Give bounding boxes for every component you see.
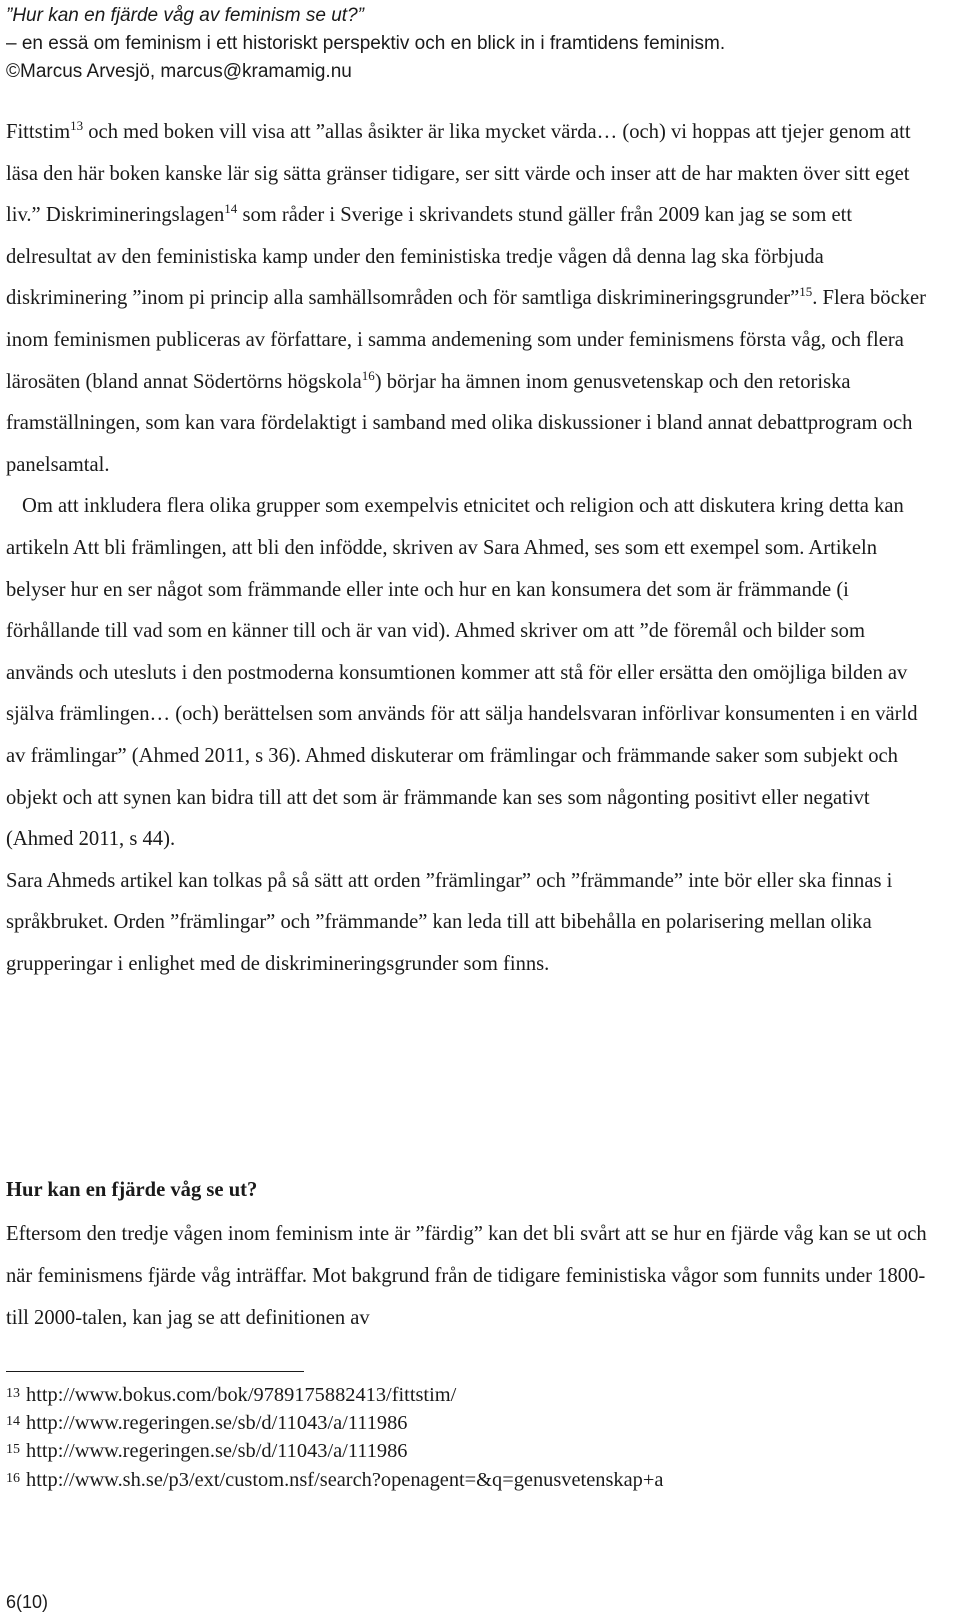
p1-text-1: Fittstim <box>6 121 71 143</box>
footnote-16 <box>6 1466 936 1494</box>
p1-text-3: som råder i Sverige i skrivandets stund gäller från 2009 kan jag se som ett delresultat av den feministiska kamp under den feministiska tredje vågen då denna lag ska förbjuda diskriminering ”inom pi princip alla samhällsområden och för samtliga diskrimineringsgrunder” <box>6 204 853 310</box>
footnote-ref-15: 15 <box>799 284 813 300</box>
footnote-link[interactable]: http://www.regeringen.se/sb/d/11043/a/111986 <box>26 1440 408 1463</box>
essay-title: ”Hur kan en fjärde våg av feminism se ut?” <box>6 5 364 26</box>
footnote-number: 13 <box>6 1386 20 1401</box>
footnote-link[interactable]: http://www.regeringen.se/sb/d/11043/a/111986 <box>26 1412 408 1435</box>
paragraph-1 <box>6 112 936 486</box>
paragraph-2: Om att inkludera flera olika grupper som exempelvis etnicitet och religion och att diskutera kring detta kan artikeln Att bli främlingen, att bli den infödde, skriven av Sara Ahmed, ses som ett exempel som. Artikeln belyser hur en ser något som främmande eller inte och hur en kan konsumera det som är främmande (i förhållande till vad som en känner till och är van vid). Ahmed skriver om att ”de föremål och bilder som används och utesluts i den postmoderna konsumtionen kommer att stå för eller ersätta den omöjliga bilden av själva främlingen… (och) berättelsen som används för att sälja handelsvaran införlivar konsumenten i en värld av främlingar” (Ahmed 2011, s 36). Ahmed diskuterar om främlingar och främmande saker som subjekt och objekt och att synen kan bidra till att det som är främmande kan ses som någonting positivt eller negativt (Ahmed 2011, s 44). <box>6 495 918 851</box>
essay-subtitle: – en essä om feminism i ett historiskt perspektiv och en blick in i framtidens feminism. <box>6 33 726 54</box>
footnotes <box>6 1381 936 1494</box>
footnote-link[interactable]: http://www.sh.se/p3/ext/custom.nsf/search?openagent=&q=genusvetenskap+a <box>26 1468 664 1491</box>
footnote-divider <box>6 1371 304 1372</box>
footnote-link[interactable]: http://www.bokus.com/bok/9789175882413/fittstim/ <box>26 1384 457 1406</box>
author-line: ©Marcus Arvesjö, marcus@kramamig.nu <box>6 61 352 82</box>
p1-text-4: . Flera böcker inom feminismen publiceras av författare, i samma andemening som under feminismens första våg, och flera lärosäten (bland annat Södertörns högskola <box>6 287 927 393</box>
body-text <box>6 112 936 985</box>
document-header <box>6 2 946 86</box>
footnote-ref-14: 14 <box>224 201 238 217</box>
paragraph-4: Eftersom den tredje vågen inom feminism inte är ”färdig” kan det bli svårt att se hur en fjärde våg kan se ut och när feminismens fjärde våg inträffar. Mot bakgrund från de tidigare feministiska vågor som funnits under 1800- till 2000-talen, kan jag se att definitionen av <box>6 1223 927 1329</box>
paragraph-3: Sara Ahmeds artikel kan tolkas på så sätt att orden ”främlingar” och ”främmande” inte bör eller ska finnas i språkbruket. Orden ”främlingar” och ”främmande” kan leda till att bibehålla en polarisering mellan olika grupperingar i enlighet med de diskrimineringsgrunder som finns. <box>6 869 893 975</box>
p1-text-2: och med boken vill visa att ”allas åsikter är lika mycket värda… (och) vi hoppas att tjejer genom att läsa den här boken kanske lär sig sätta gränser tidigare, ser sitt värde och inser att de har makten över sitt eget liv.” Diskrimineringslagen <box>6 121 911 227</box>
footnote-number: 15 <box>6 1442 20 1458</box>
footnote-ref-13: 13 <box>70 118 84 133</box>
footnote-ref-16: 16 <box>361 367 375 383</box>
footnote-13 <box>6 1381 936 1409</box>
section-heading: Hur kan en fjärde våg se ut? <box>6 1179 258 1201</box>
page-number: 6(10) <box>6 1592 49 1612</box>
footnote-15 <box>6 1437 936 1465</box>
body-text-2 <box>6 1214 936 1339</box>
footnote-number: 14 <box>6 1414 20 1430</box>
p1-text-5: ) börjar ha ämnen inom genusvetenskap och den retoriska framställningen, som kan vara fördelaktigt i samband med olika diskussioner i bland annat debattprogram och panelsamtal. <box>6 370 913 476</box>
footnote-14 <box>6 1409 936 1437</box>
footnote-number: 16 <box>6 1470 20 1486</box>
